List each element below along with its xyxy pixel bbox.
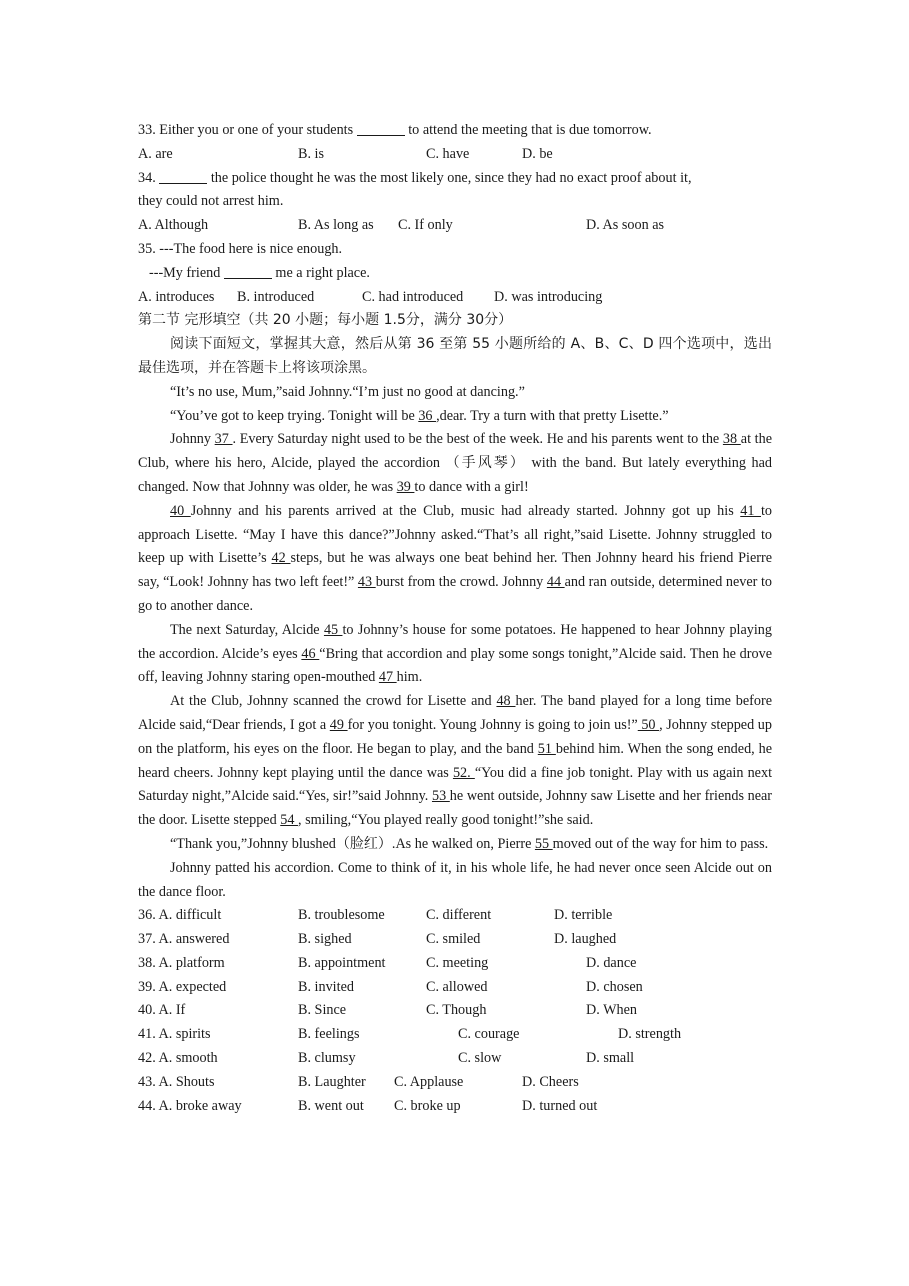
blank-44: 44: [546, 574, 565, 591]
option-c: C. had introduced: [362, 288, 464, 305]
blank-40: 40: [170, 502, 191, 519]
question-34-stem: the police thought he was the most likely one, since they had no exact proof about it,: [207, 169, 692, 186]
question-35-options: [138, 286, 772, 310]
option-d: D. As soon as: [586, 217, 665, 234]
blank-53: 53: [431, 788, 450, 805]
option-a: A. are: [138, 145, 173, 162]
options-row-44: 44. A. broke away B. went out C. broke up D. turned out: [138, 1097, 598, 1114]
options-row-37: 37. A. answered B. sighed C. smiled D. laughed: [138, 931, 617, 948]
question-35-reply-start: ---My friend: [149, 264, 224, 281]
passage-paragraph: Johnny 37 . Every Saturday night used to be the best of the week. He and his parents went to the 38 at the Club, where his hero, Alcide, played the accordion （手风琴） with the band. But lately everything had changed. Now that Johnny was older, he was 39 to dance with a girl!: [138, 431, 773, 495]
question-35-stem: 35. ---The food here is nice enough.: [138, 240, 343, 257]
options-row-36: 36. A. difficult B. troublesome C. different D. terrible: [138, 907, 613, 924]
question-34-stem-end: they could not arrest him.: [138, 193, 284, 210]
question-34: [138, 167, 772, 191]
question-34-options: [138, 214, 772, 238]
blank-41: 41: [740, 502, 761, 519]
blank-37: 37: [214, 431, 233, 448]
blank-45: 45: [323, 621, 343, 638]
blank-54: 54: [280, 812, 298, 829]
cloze-options: [138, 904, 772, 1118]
question-33: [138, 119, 772, 143]
option-c: C. have: [426, 145, 470, 162]
answer-blank: [224, 263, 272, 279]
option-b: B. introduced: [237, 288, 315, 305]
blank-42: 42: [271, 550, 291, 567]
question-33-stem-end: to attend the meeting that is due tomorrow.: [404, 122, 652, 138]
section-instruction: [138, 333, 772, 381]
option-a: A. Although: [138, 217, 209, 234]
blank-50: 50: [637, 716, 660, 733]
options-row-39: 39. A. expected B. invited C. allowed D. chosen: [138, 978, 643, 995]
question-33-stem: 33. Either you or one of your students: [138, 122, 357, 138]
option-b: B. is: [298, 145, 325, 162]
blank-51: 51: [537, 740, 556, 757]
passage-paragraph: At the Club, Johnny scanned the crowd for Lisette and 48 her. The band played for a long time before Alcide said,“Dear friends, I got a 49 for you tonight. Young Johnny is going to join us!” 50 , Johnny stepped up on the platform, his eyes on the floor. He began to play, and the band 51 behind him. When the song ended, he heard cheers. Johnny kept playing until the dance was 52. “You did a fine job tonight. Play with us again next Saturday night,”Alcide said.“Yes, sir!”said Johnny. 53 he went outside, Johnny saw Lisette and her friends near the door. Lisette stepped 54 , smiling,“You played really good tonight!”she said.: [138, 693, 773, 829]
exam-content: [138, 119, 772, 1118]
question-33-options: [138, 143, 772, 167]
option-d: D. be: [522, 145, 553, 162]
answer-blank: [159, 168, 207, 184]
passage-paragraph: “It’s no use, Mum,”said Johnny.“I’m just no good at dancing.”: [170, 383, 525, 400]
question-35-reply-end: me a right place.: [271, 264, 370, 281]
option-a: A. introduces: [138, 288, 215, 305]
blank-55: 55: [534, 835, 553, 852]
passage-paragraph: Johnny patted his accordion. Come to think of it, in his whole life, he had never once seen Alcide out on the dance floor.: [138, 859, 772, 900]
options-row-43: 43. A. Shouts B. Laughter C. Applause D. Cheers: [138, 1073, 579, 1090]
section-title: 第二节 完形填空（共 20 小题；每小题 1.5分，满分 30分）: [138, 312, 513, 329]
blank-36: 36: [418, 407, 437, 424]
question-35-reply: [138, 262, 772, 286]
blank-43: 43: [357, 574, 376, 591]
blank-38: 38: [722, 431, 741, 448]
answer-blank: [357, 120, 405, 136]
passage-paragraph: 40 Johnny and his parents arrived at the Club, music had already started. Johnny got up his 41 to approach Lisette. “May I have this dance?”Johnny asked.“That’s all right,”said Lisette. Johnny struggled to keep up with Lisette’s 42 steps, but he was always one beat behind her. Then Johnny heard his friend Pierre say, “Look! Johnny has two left feet!” 43 burst from the crowd. Johnny 44 and ran outside, determined never to go to another dance.: [138, 502, 773, 614]
options-row-38: 38. A. platform B. appointment C. meeting D. dance: [138, 954, 637, 971]
blank-46: 46: [301, 645, 320, 662]
options-row-42: 42. A. smooth B. clumsy C. slow D. small: [138, 1050, 635, 1067]
instruction-text: 阅读下面短文，掌握其大意，然后从第 36 至第 55 小题所给的 A、B、C、D 四个选项中，选出最佳选项，并在答题卡上将该项涂黑。: [138, 336, 772, 376]
option-c: C. If only: [398, 217, 453, 234]
options-row-41: 41. A. spirits B. feelings C. courage D. strength: [138, 1026, 682, 1043]
question-34-number: 34.: [138, 169, 160, 186]
passage-paragraph: The next Saturday, Alcide 45 to Johnny’s house for some potatoes. He happened to hear Johnny playing the accordion. Alcide’s eyes 46 “Bring that accordion and play some songs tonight,”Alcide said. Then he drove off, leaving Johnny staring open-mouthed 47 him.: [138, 621, 772, 686]
blank-49: 49: [329, 716, 348, 733]
option-d: D. was introducing: [494, 288, 603, 305]
passage-paragraph: “You’ve got to keep trying. Tonight will be 36 ,dear. Try a turn with that pretty Lisette.”: [170, 407, 669, 424]
blank-47: 47: [378, 669, 397, 686]
cloze-passage: [138, 381, 772, 905]
option-b: B. As long as: [298, 217, 374, 234]
options-row-40: 40. A. If B. Since C. Though D. When: [138, 1002, 637, 1019]
blank-52: 52.: [452, 764, 475, 781]
blank-39: 39: [396, 478, 415, 495]
passage-paragraph: “Thank you,”Johnny blushed（脸红）.As he walked on, Pierre 55 moved out of the way for him to pass.: [170, 835, 769, 852]
blank-48: 48: [496, 693, 516, 710]
